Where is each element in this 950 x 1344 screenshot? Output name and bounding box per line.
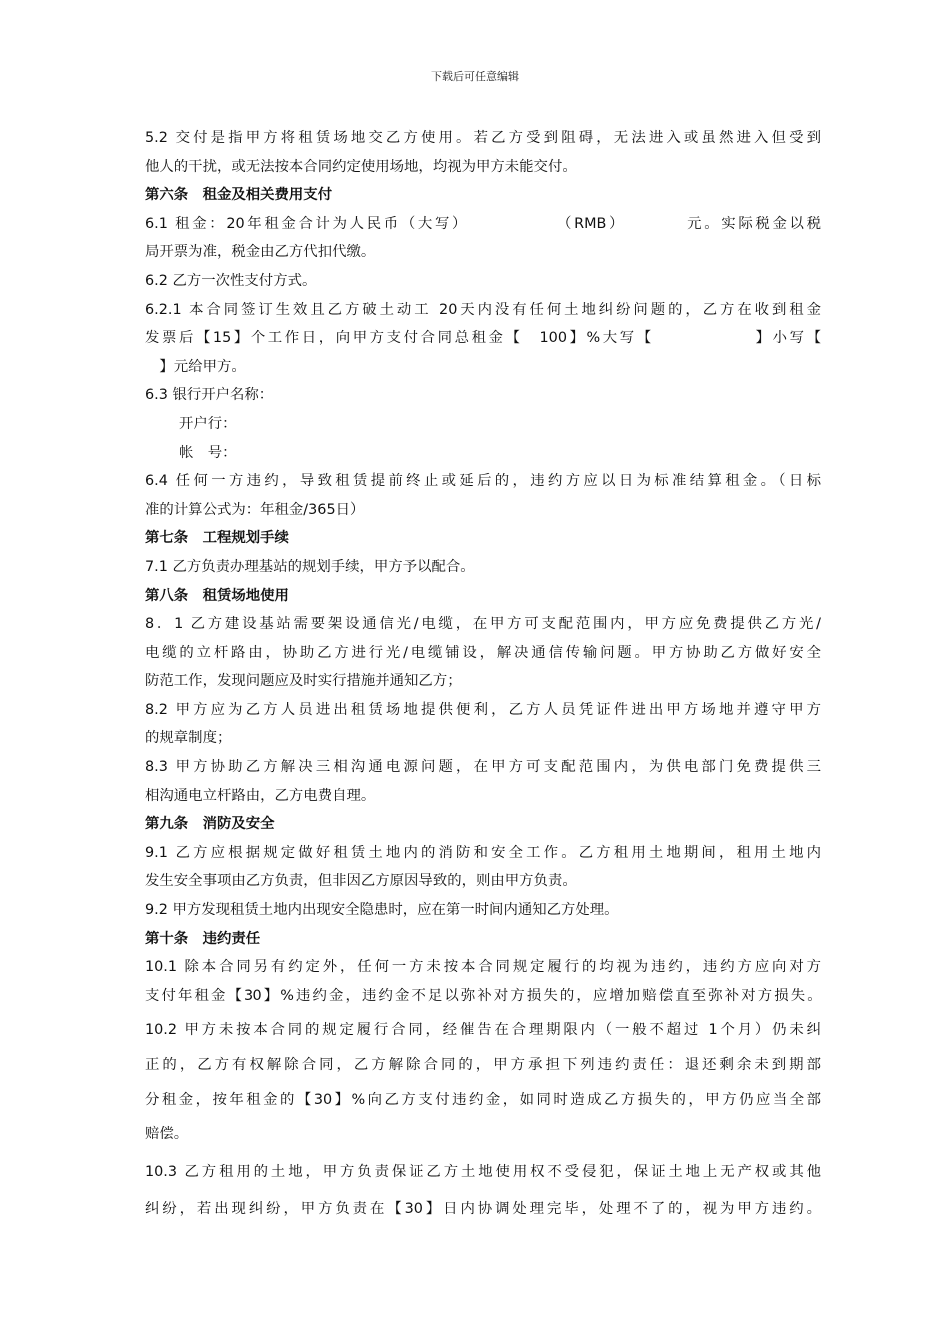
account-number-line: 帐 号： [179,444,237,461]
article-8-heading: 第八条 租赁场地使用 [145,587,289,604]
bank-branch-line: 开户行： [179,415,237,432]
paragraph-6-4-line-2: 准的计算公式为：年租金/365日） [145,501,365,518]
paragraph-8-1-line-2: 电缆的立杆路由，协助乙方进行光/电缆铺设，解决通信传输问题。甲方协助乙方做好安全 [145,644,821,661]
paragraph-8-3-line-2: 相沟通电立杆路由，乙方电费自理。 [145,787,376,804]
paragraph-10-3-line-1: 10.3 乙方租用的土地，甲方负责保证乙方土地使用权不受侵犯，保证土地上无产权或其他 [145,1163,821,1180]
paragraph-10-1-line-2: 支付年租金【30】%违约金，违约金不足以弥补对方损失的，应增加赔偿直至弥补对方损失。 [145,987,821,1004]
article-7-heading: 第七条 工程规划手续 [145,530,289,547]
paragraph-6-2-1-line-2: 发票后【15】个工作日，向甲方支付合同总租金【 100】%大写【 】小写【 [145,330,821,347]
paragraph-8-2-line-2: 的规章制度； [145,730,232,747]
paragraph-6-1-line-1: 6.1 租金：20年租金合计为人民币（大写） （RMB） 元。实际税金以税 [145,215,821,232]
page-header: 下载后可任意编辑 [431,70,519,83]
paragraph-10-3-line-2: 纠纷，若出现纠纷，甲方负责在【30】日内协调处理完毕，处理不了的，视为甲方违约。 [145,1201,821,1218]
paragraph-6-1-line-2: 局开票为准，税金由乙方代扣代缴。 [145,244,376,261]
paragraph-5-2-line-2: 他人的干扰，或无法按本合同约定使用场地，均视为甲方未能交付。 [145,158,577,175]
article-9-heading: 第九条 消防及安全 [145,816,275,833]
paragraph-9-2: 9.2 甲方发现租赁土地内出现安全隐患时，应在第一时间内通知乙方处理。 [145,902,619,919]
paragraph-10-2-line-1: 10.2 甲方未按本合同的规定履行合同，经催告在合理期限内（一般不超过 1个月）仍未纠 [145,1022,821,1039]
article-10-heading: 第十条 违约责任 [145,930,261,947]
paragraph-5-2-line-1: 5.2 交付是指甲方将租赁场地交乙方使用。若乙方受到阻碍，无法进入或虽然进入但受到 [145,130,821,146]
paragraph-8-1-line-1: 8．1 乙方建设基站需要架设通信光/电缆，在甲方可支配范围内，甲方应免费提供乙方光/ [145,616,821,633]
paragraph-10-2-line-4: 赔偿。 [145,1126,189,1143]
paragraph-8-1-line-3: 防范工作，发现问题应及时实行措施并通知乙方； [145,673,462,690]
paragraph-10-2-line-3: 分租金，按年租金的【30】%向乙方支付违约金，如同时造成乙方损失的，甲方仍应当全部 [145,1091,821,1108]
paragraph-6-4-line-1: 6.4 任何一方违约，导致租赁提前终止或延后的，违约方应以日为标准结算租金。（日标 [145,473,821,490]
paragraph-10-1-line-1: 10.1 除本合同另有约定外，任何一方未按本合同规定履行的均视为违约，违约方应向对方 [145,959,821,976]
document-body [145,124,821,1224]
paragraph-6-3: 6.3 银行开户名称： [145,387,274,404]
paragraph-6-2: 6.2 乙方一次性支付方式。 [145,272,317,289]
paragraph-7-1: 7.1 乙方负责办理基站的规划手续，甲方予以配合。 [145,558,475,575]
paragraph-10-2-line-2: 正的，乙方有权解除合同，乙方解除合同的，甲方承担下列违约责任：退还剩余未到期部 [145,1057,821,1073]
paragraph-6-2-1-line-1: 6.2.1 本合同签订生效且乙方破土动工 20天内没有任何土地纠纷问题的，乙方在收到租金 [145,301,821,318]
paragraph-8-2-line-1: 8.2 甲方应为乙方人员进出租赁场地提供便利，乙方人员凭证件进出甲方场地并遵守甲方 [145,701,821,718]
paragraph-8-3-line-1: 8.3 甲方协助乙方解决三相沟通电源问题，在甲方可支配范围内，为供电部门免费提供三 [145,759,821,776]
paragraph-6-2-1-line-3: 】元给甲方。 [145,358,246,375]
article-6-heading: 第六条 租金及相关费用支付 [145,187,333,204]
paragraph-9-1-line-2: 发生安全事项由乙方负责，但非因乙方原因导致的，则由甲方负责。 [145,873,577,890]
paragraph-9-1-line-1: 9.1 乙方应根据规定做好租赁土地内的消防和安全工作。乙方租用土地期间，租用土地内 [145,844,821,861]
